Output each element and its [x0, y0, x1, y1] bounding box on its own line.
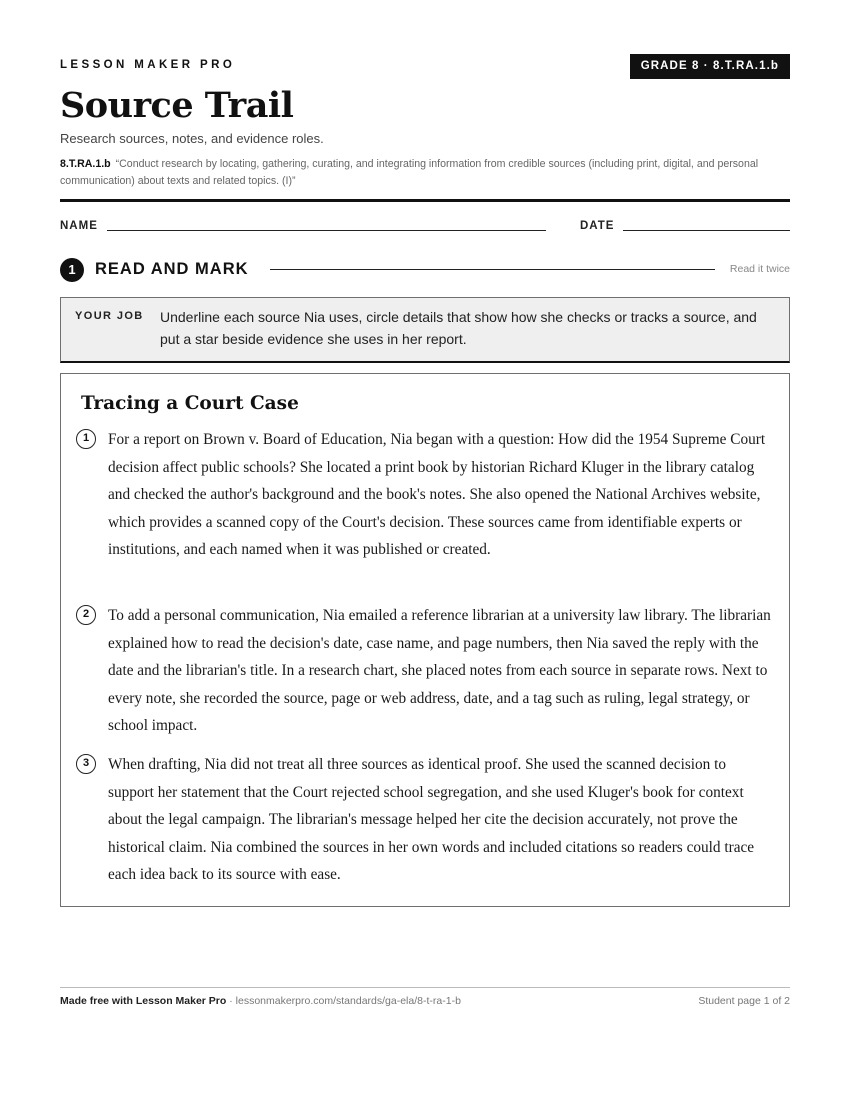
standard-description — [60, 156, 790, 190]
section-divider — [270, 269, 715, 270]
paragraph-2: To add a personal communication, Nia emailed a reference librarian at a university law library. The librarian explained how to read the decision's date, case name, and page numbers, then Nia saved the reply with the date and the librarian's title. In a research chart, she placed notes from each source in separate rows. Next to every note, she recorded the source, page or web address, date, and a tag such as ruling, legal strategy, or school impact. — [108, 607, 771, 735]
footer-page-number: Student page 1 of 2 — [698, 995, 790, 1007]
page-title: Source Trail — [60, 85, 294, 126]
instructions-text: Underline each source Nia uses, circle details that show how she checks or tracks a source, and put a star beside evidence she uses in her report. — [160, 309, 757, 347]
paragraph-number-2: 2 — [76, 605, 96, 625]
page-subtitle: Research sources, notes, and evidence roles. — [60, 131, 324, 146]
paragraph-3: When drafting, Nia did not treat all three sources as identical proof. She used the scanned decision to support her statement that the Court rejected school segregation, and she used Kluger's book for context about the legal campaign. The librarian's message helped her cite the decision accurately, not prove the historical claim. Nia combined the sources in her own words and included citations so readers could trace each idea back to its source with ease. — [108, 756, 755, 884]
worksheet-page — [60, 0, 790, 1100]
section-title: READ AND MARK — [95, 260, 249, 278]
footer-made-with: Made free with Lesson Maker Pro — [60, 995, 227, 1007]
instructions-box — [60, 297, 790, 363]
paragraph-number-3: 3 — [76, 754, 96, 774]
header-divider — [60, 199, 790, 202]
brand-name: LESSON MAKER PRO — [60, 59, 236, 71]
date-label: DATE — [580, 220, 615, 232]
paragraph-1: For a report on Brown v. Board of Education, Nia began with a question: How did the 1954 Supreme Court decision affect public schools? She located a print book by historian Richard Kluger in the library catalog and checked the author's background and the book's notes. She also opened the National Archives website, which provides a scanned copy of the Court's decision. These sources came from identifiable experts or institutions, and each named when it was published or created. — [108, 431, 766, 559]
date-field[interactable] — [623, 230, 790, 231]
footer-url[interactable]: · lessonmakerpro.com/standards/ga-ela/8-t-ra-1-b — [226, 995, 461, 1007]
standard-text: “Conduct research by locating, gathering, curating, and integrating information from credible sources (including print, digital, and personal communication) about texts and related topics. (I)” — [60, 158, 759, 187]
name-field[interactable] — [107, 230, 546, 231]
reading-passage — [60, 373, 790, 907]
grade-badge: GRADE 8 · 8.T.RA.1.b — [630, 54, 790, 79]
section-note: Read it twice — [729, 263, 790, 275]
instructions-label: YOUR JOB — [75, 310, 144, 322]
section-number-badge: 1 — [60, 258, 84, 282]
standard-code: 8.T.RA.1.b — [60, 158, 111, 170]
footer-credit — [60, 995, 461, 1007]
name-label: NAME — [60, 220, 98, 232]
paragraph-number-1: 1 — [76, 429, 96, 449]
footer-divider — [60, 987, 790, 988]
passage-title: Tracing a Court Case — [81, 393, 299, 414]
